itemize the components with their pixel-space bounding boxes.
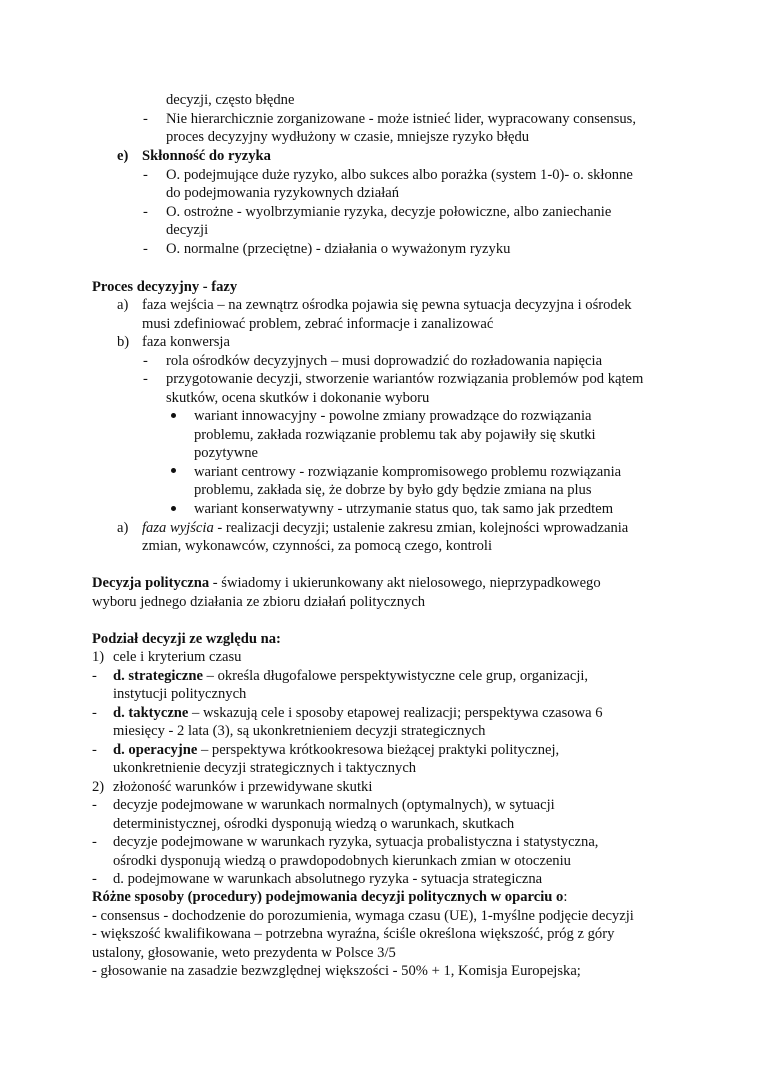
- text-span: - świadomy i ukierunkowany akt nielosowego, nieprzypadkowego: [209, 575, 601, 591]
- text-line: [113, 667, 588, 686]
- text-line: problemu, zakłada się, że dobrze by było gdy będzie zmiana na plus: [194, 482, 592, 498]
- text-line: miesięcy - 2 lata (3), są ukonkretnieniem decyzji strategicznych: [113, 723, 486, 739]
- bold-term: Różne sposoby (procedury) podejmowania decyzji politycznych w oparciu o: [92, 889, 564, 905]
- text-line: wariant innowacyjny - powolne zmiany prowadzące do rozwiązania: [194, 408, 592, 424]
- text-line: wyboru jednego działania ze zbioru działań politycznych: [92, 594, 426, 610]
- section-heading: Podział decyzji ze względu na:: [92, 631, 281, 647]
- dash-marker: -: [143, 371, 148, 387]
- list-marker: a): [117, 297, 129, 313]
- text-span: - realizacji decyzji; ustalenie zakresu zmian, kolejności wprowadzania: [213, 520, 629, 536]
- text-line: decyzje podejmowane w warunkach normalnych (optymalnych), w sytuacji: [113, 797, 555, 813]
- dash-marker: -: [92, 797, 97, 813]
- bullet-icon: [171, 506, 176, 511]
- text-line: skutków, ocena skutków i dokonanie wyboru: [166, 390, 430, 406]
- bullet-icon: [171, 413, 176, 418]
- text-line: proces decyzyjny wydłużony w czasie, mniejsze ryzyko błędu: [166, 129, 530, 145]
- text-line: wariant centrowy - rozwiązanie kompromisowego problemu rozwiązania: [194, 464, 622, 480]
- bold-term: d. strategiczne: [113, 668, 203, 684]
- text-line: złożoność warunków i przewidywane skutki: [113, 779, 373, 795]
- list-marker: b): [117, 334, 130, 350]
- text-line: decyzji: [166, 222, 209, 238]
- text-line: O. podejmujące duże ryzyko, albo sukces albo porażka (system 1-0)- o. skłonne: [166, 167, 633, 183]
- section-heading: [92, 888, 567, 907]
- list-marker: 1): [92, 649, 105, 665]
- text-line: musi zdefiniować problem, zebrać informacje i zanalizować: [142, 316, 494, 332]
- dash-marker: -: [92, 834, 97, 850]
- text-line: ustalony, głosowanie, weto prezydenta w Polsce 3/5: [92, 945, 396, 961]
- text-span: – określa długofalowe perspektywistyczne cele grup, organizacji,: [202, 668, 589, 684]
- text-line: - większość kwalifikowana – potrzebna wyraźna, ściśle określona większość, próg z góry: [92, 926, 615, 942]
- text-line: [113, 741, 559, 760]
- text-line: - consensus - dochodzenie do porozumienia, wymaga czasu (UE), 1-myślne podjęcie decyzji: [92, 908, 634, 924]
- text-line: problemu, zakłada rozwiązanie problemu tak aby pojawiły się skutki: [194, 427, 596, 443]
- text-span: – wskazują cele i sposoby etapowej realizacji; perspektywa czasowa 6: [188, 705, 603, 721]
- dash-marker: -: [92, 871, 97, 887]
- dash-marker: -: [92, 742, 97, 758]
- dash-marker: -: [92, 668, 97, 684]
- bold-term: Decyzja polityczna: [92, 575, 210, 591]
- text-line: zmian, wykonawców, czynności, za pomocą czego, kontroli: [142, 538, 492, 554]
- text-line: faza konwersja: [142, 334, 230, 350]
- text-line: [113, 704, 603, 723]
- list-marker: e): [117, 148, 129, 164]
- text-line: Nie hierarchicznie zorganizowane - może istnieć lider, wypracowany consensus,: [166, 111, 637, 127]
- bold-term: d. taktyczne: [113, 705, 189, 721]
- text-span: – perspektywa krótkookresowa bieżącej praktyki politycznej,: [197, 742, 560, 758]
- text-span: :: [563, 889, 568, 905]
- text-line: pozytywne: [194, 445, 259, 461]
- bold-term: d. operacyjne: [113, 742, 198, 758]
- text-line: do podejmowania ryzykownych działań: [166, 185, 400, 201]
- text-line: rola ośrodków decyzyjnych – musi doprowadzić do rozładowania napięcia: [166, 353, 603, 369]
- text-line: [92, 574, 601, 593]
- dash-marker: -: [143, 241, 148, 257]
- text-line: instytucji politycznych: [113, 686, 247, 702]
- text-line: cele i kryterium czasu: [113, 649, 242, 665]
- dash-marker: -: [92, 705, 97, 721]
- text-line: faza wejścia – na zewnątrz ośrodka pojawia się pewna sytuacja decyzyjna i ośrodek: [142, 297, 632, 313]
- text-line: ośrodki dysponują wiedzą o prawdopodobnych kierunkach zmian w otoczeniu: [113, 853, 571, 869]
- text-line: wariant konserwatywny - utrzymanie status quo, tak samo jak przedtem: [194, 501, 614, 517]
- text-line: decyzji, często błędne: [166, 92, 295, 108]
- text-line: - głosowanie na zasadzie bezwzględnej większości - 50% + 1, Komisja Europejska;: [92, 963, 581, 979]
- text-line: d. podejmowane w warunkach absolutnego ryzyka - sytuacja strategiczna: [113, 871, 543, 887]
- dash-marker: -: [143, 167, 148, 183]
- text-line: O. normalne (przeciętne) - działania o wyważonym ryzyku: [166, 241, 511, 257]
- text-line: przygotowanie decyzji, stworzenie wariantów rozwiązania problemów pod kątem: [166, 371, 644, 387]
- text-line: [142, 519, 628, 538]
- text-line: ukonkretnienie decyzji strategicznych i taktycznych: [113, 760, 417, 776]
- dash-marker: -: [143, 353, 148, 369]
- dash-marker: -: [143, 204, 148, 220]
- section-heading: Proces decyzyjny - fazy: [92, 279, 238, 295]
- italic-term: faza wyjścia: [142, 520, 214, 536]
- dash-marker: -: [143, 111, 148, 127]
- bullet-icon: [171, 468, 176, 473]
- list-marker: a): [117, 520, 129, 536]
- section-heading: Skłonność do ryzyka: [142, 148, 271, 164]
- text-line: deterministycznej, ośrodki dysponują wiedzą o warunkach, skutkach: [113, 816, 515, 832]
- list-marker: 2): [92, 779, 105, 795]
- text-line: decyzje podejmowane w warunkach ryzyka, sytuacja probalistyczna i statystyczna,: [113, 834, 599, 850]
- text-line: O. ostrożne - wyolbrzymianie ryzyka, decyzje połowiczne, albo zaniechanie: [166, 204, 612, 220]
